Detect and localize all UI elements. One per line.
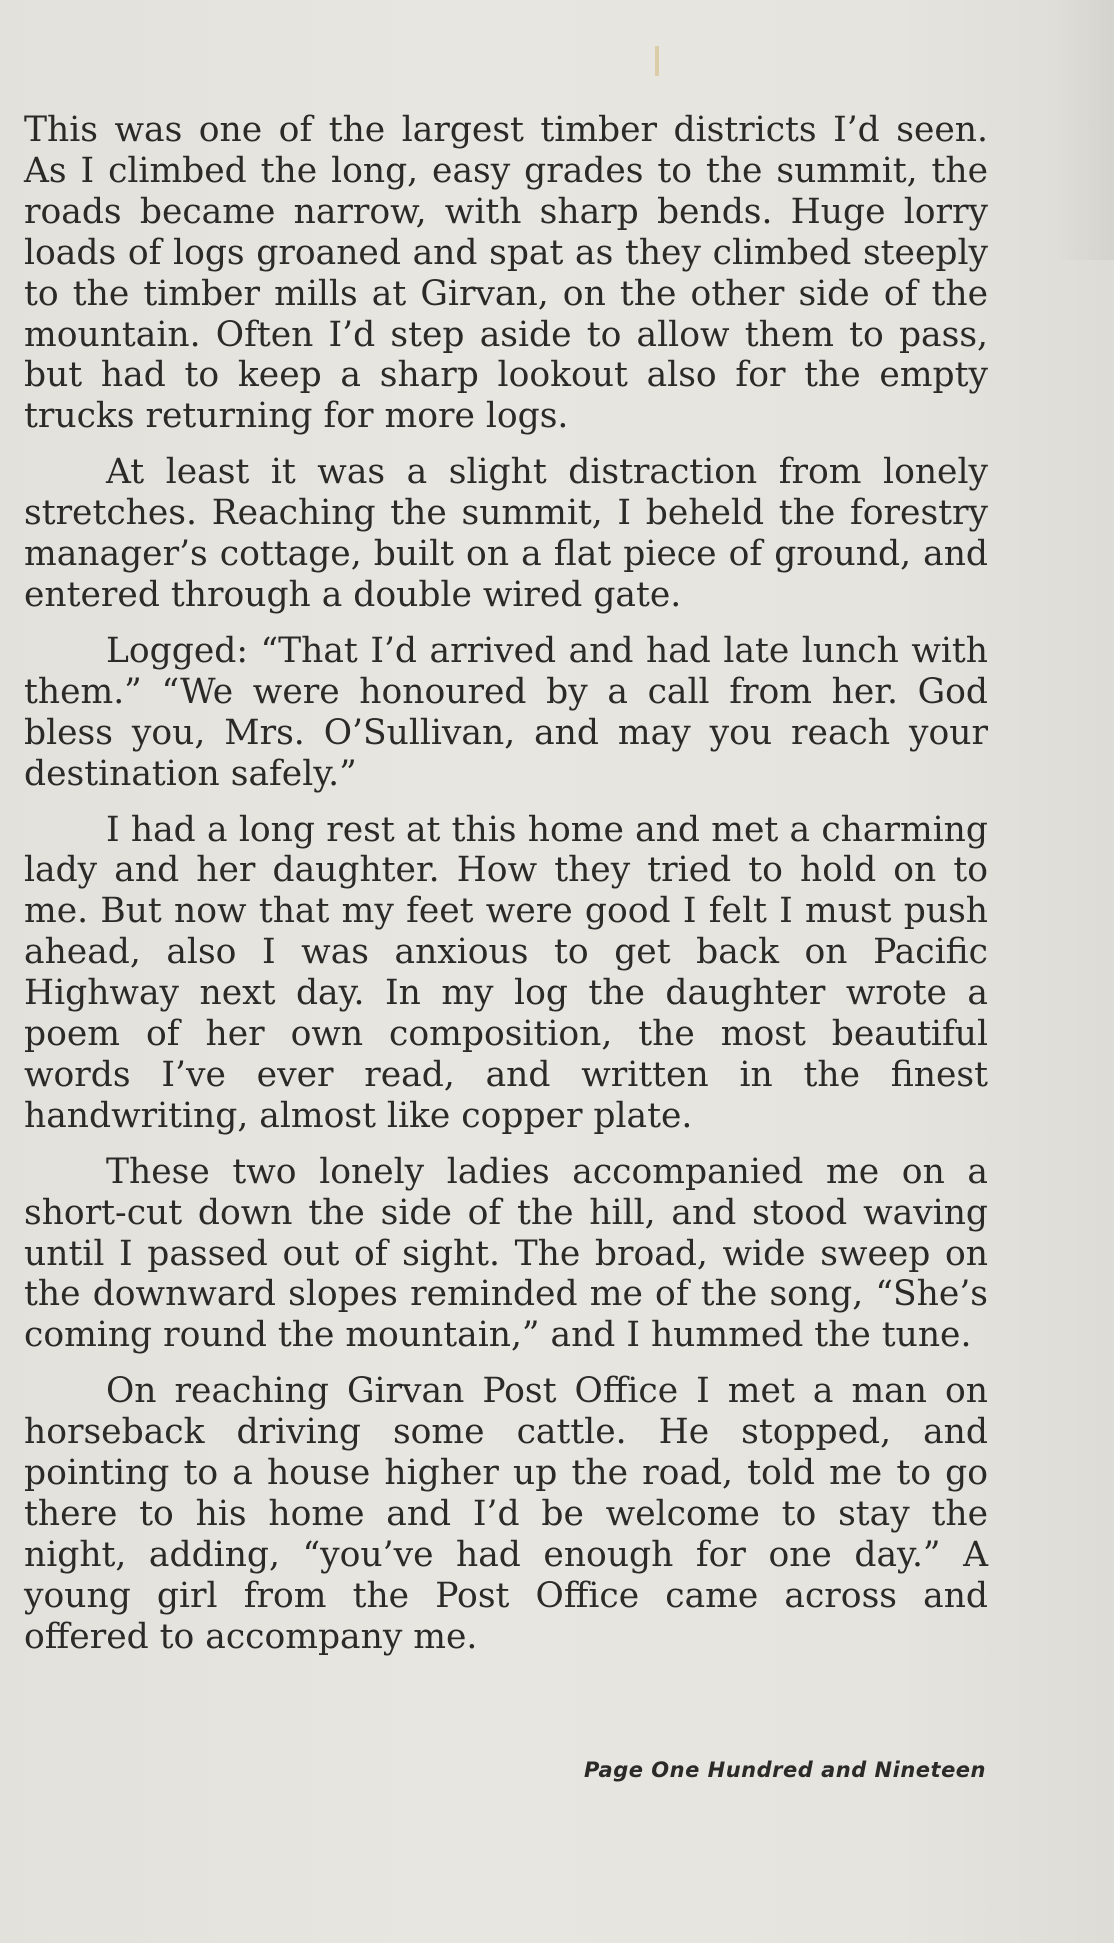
top-margin-mark (655, 46, 659, 76)
paragraph-5: These two lonely ladies accompanied me on a short-cut down the side of the hill, and stood waving until I passed out of sight. The broad, wide sweep on the downward slopes reminded me of the song, “She’s coming round the mountain,” and I hummed the tune. (24, 1151, 988, 1356)
paragraph-4: I had a long rest at this home and met a charming lady and her daughter. How they tried to hold on to me. But now that my feet were good I felt I must push ahead, also I was anxious to get back on Pacific Highway next day. In my log the daughter wrote a poem of her own composition, the most beautiful words I’ve ever read, and written in the finest handwriting, almost like copper plate. (24, 809, 988, 1136)
page-number: Page One Hundred and Nineteen (583, 1758, 986, 1782)
paragraph-2: At least it was a slight distraction from lonely stretches. Reaching the summit, I beheld the forestry manager’s cottage, built on a flat piece of ground, and entered through a double wired gate. (24, 452, 988, 615)
page-edge-shadow (1054, 0, 1114, 260)
paragraph-1: This was one of the largest timber districts I’d seen. As I climbed the long, easy grades to the summit, the roads became narrow, with sharp bends. Huge lorry loads of logs groaned and spat as they climbed steeply to the timber mills at Girvan, on the other side of the mountain. Often I’d step aside to allow them to pass, but had to keep a sharp lookout also for the empty trucks returning for more logs. (24, 110, 988, 437)
paragraph-3: Logged: “That I’d arrived and had late lunch with them.” “We were honoured by a call from her. God bless you, Mrs. O’Sullivan, and may you reach your destination safely.” (24, 630, 988, 794)
body-text (24, 110, 988, 1673)
paragraph-6: On reaching Girvan Post Office I met a man on horseback driving some cattle. He stopped, and pointing to a house higher up the road, told me to go there to his home and I’d be welcome to stay the night, adding, “you’ve had enough for one day.” A young girl from the Post Office came across and offered to accompany me. (24, 1371, 988, 1657)
